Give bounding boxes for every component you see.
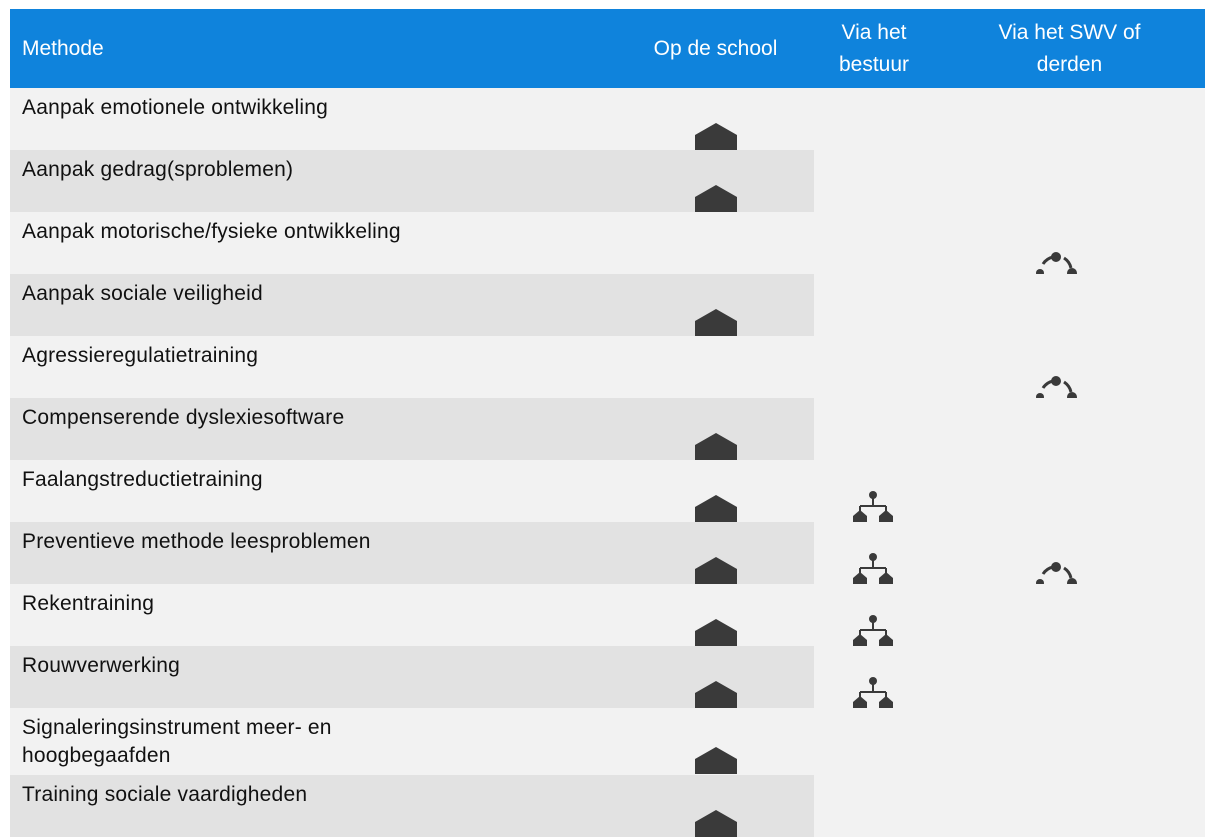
table-row [10,522,1205,584]
swv-cell [934,708,1205,775]
school-house-icon [693,432,739,460]
organization-hierarchy-icon [851,614,895,646]
method-cell [10,708,617,775]
school-cell [617,212,814,274]
method-cell [10,460,617,522]
method-cell [10,646,617,708]
board-cell [814,88,934,150]
board-cell [814,274,934,336]
swv-cell [934,584,1205,646]
table-body [10,88,1205,837]
method-table [10,9,1205,837]
method-label: Aanpak motorische/fysieke ontwikkeling [22,220,401,243]
school-house-icon [693,494,739,522]
swv-cell [934,88,1205,150]
swv-cell [934,336,1205,398]
swv-cell [934,150,1205,212]
method-label: Training sociale vaardigheden [22,783,308,806]
board-cell [814,775,934,837]
method-cell [10,775,617,837]
board-cell [814,336,934,398]
table-row [10,584,1205,646]
header-swv [934,9,1205,88]
header-board [814,9,934,88]
table-row [10,460,1205,522]
board-cell [814,522,934,584]
school-cell [617,460,814,522]
school-cell [617,274,814,336]
method-cell [10,150,617,212]
table-row [10,274,1205,336]
header-method-label: Methode [22,36,104,60]
school-cell [617,646,814,708]
school-house-icon [693,184,739,212]
board-cell [814,398,934,460]
school-house-icon [693,122,739,150]
school-cell [617,522,814,584]
method-label: Aanpak sociale veiligheid [22,282,263,305]
header-swv-label: Via het SWV of derden [998,20,1141,76]
school-cell [617,336,814,398]
school-cell [617,584,814,646]
method-label: Rekentraining [22,592,155,615]
table-row [10,398,1205,460]
method-label: Preventieve methode leesproblemen [22,530,371,553]
board-cell [814,646,934,708]
board-cell [814,212,934,274]
table-row [10,646,1205,708]
table-row [10,708,1205,775]
school-cell [617,708,814,775]
method-label: Signaleringsinstrument meer- en hoogbegaafden [22,716,332,767]
school-cell [617,150,814,212]
method-label: Agressieregulatietraining [22,344,259,367]
partnership-cycle-icon [1034,562,1078,584]
organization-hierarchy-icon [851,490,895,522]
table-row [10,212,1205,274]
swv-cell [934,398,1205,460]
method-label: Aanpak gedrag(sproblemen) [22,158,294,181]
school-house-icon [693,618,739,646]
method-label: Faalangstreductietraining [22,468,263,491]
partnership-cycle-icon [1034,376,1078,398]
school-house-icon [693,680,739,708]
school-house-icon [693,556,739,584]
method-cell [10,274,617,336]
swv-cell [934,775,1205,837]
header-method [10,9,617,88]
board-cell [814,584,934,646]
board-cell [814,708,934,775]
partnership-cycle-icon [1034,252,1078,274]
swv-cell [934,522,1205,584]
school-house-icon [693,809,739,837]
table-header [10,9,1205,88]
header-school [617,9,814,88]
table-row [10,336,1205,398]
method-cell [10,336,617,398]
organization-hierarchy-icon [851,676,895,708]
table-row [10,88,1205,150]
method-cell [10,522,617,584]
swv-cell [934,646,1205,708]
method-label: Aanpak emotionele ontwikkeling [22,96,329,119]
school-house-icon [693,308,739,336]
method-label: Rouwverwerking [22,654,181,677]
swv-cell [934,274,1205,336]
table-row [10,150,1205,212]
method-label: Compenserende dyslexiesoftware [22,406,345,429]
school-cell [617,88,814,150]
header-board-label: Via het bestuur [838,20,910,76]
board-cell [814,460,934,522]
table-row [10,775,1205,837]
method-cell [10,398,617,460]
method-cell [10,212,617,274]
board-cell [814,150,934,212]
method-cell [10,88,617,150]
organization-hierarchy-icon [851,552,895,584]
school-house-icon [693,746,739,774]
method-cell [10,584,617,646]
swv-cell [934,460,1205,522]
header-school-label: Op de school [653,36,778,60]
swv-cell [934,212,1205,274]
school-cell [617,398,814,460]
school-cell [617,775,814,837]
